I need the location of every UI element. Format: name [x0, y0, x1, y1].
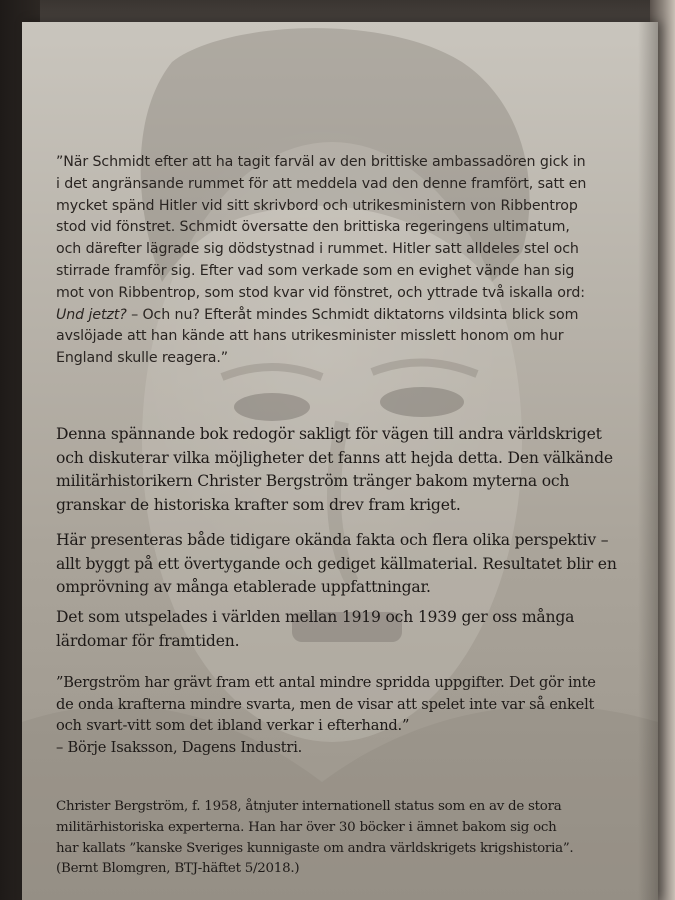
- book-back-cover: [22, 22, 658, 900]
- paragraph-line: Denna spännande bok redogör sakligt för vägen till andra världskriget: [56, 425, 602, 443]
- paragraph-line: granskar de historiska krafter som drev fram kriget.: [56, 495, 461, 514]
- author-bio-line: Christer Bergström, f. 1958, åtnjuter internationell status som en av de stora: [56, 799, 562, 814]
- excerpt-line: [56, 305, 616, 327]
- excerpt-line: mot von Ribbentrop, som stod kvar vid fönstret, och yttrade två iskalla ord:: [56, 284, 585, 301]
- review-line: och svart-vitt som det ibland verkar i efterhand.”: [56, 717, 410, 735]
- description-paragraph-2: [56, 529, 626, 600]
- paragraph-line: Här presenteras både tidigare okända fakta och flera olika perspektiv –: [56, 531, 609, 549]
- review-line: de onda krafterna mindre svarta, men de visar att spelet inte var så enkelt: [56, 695, 595, 713]
- excerpt-line: ”När Schmidt efter att ha tagit farväl av den brittiske ambassadören gick in: [56, 154, 586, 170]
- excerpt-line: i det angränsande rummet för att meddela vad den denne framfört, satt en: [56, 175, 587, 192]
- paragraph-line: Det som utspelades i världen mellan 1919 och 1939 ger oss många: [56, 608, 575, 626]
- excerpt-line: avslöjade att han kände att hans utrikesminister misslett honom om hur: [56, 328, 564, 345]
- excerpt-line: stod vid fönstret. Schmidt översatte den brittiska regeringens ultimatum,: [56, 219, 570, 236]
- author-bio-citation: (Bernt Blomgren, BTJ-häftet 5/2018.): [56, 861, 300, 877]
- cover-right-edge-shadow: [638, 22, 658, 900]
- author-bio-line: militärhistoriska experterna. Han har över 30 böcker i ämnet bakom sig och: [56, 819, 557, 835]
- excerpt-line: och därefter lägrade sig dödstystnad i rummet. Hitler satt alldeles stel och: [56, 241, 579, 258]
- excerpt-quote: [56, 152, 616, 370]
- paragraph-line: allt byggt på ett övertygande och gediget källmaterial. Resultatet blir en: [56, 554, 617, 573]
- paragraph-line: och diskuterar vilka möjligheter det fanns att hejda detta. Den välkände: [56, 448, 613, 467]
- excerpt-italic-phrase: Und jetzt?: [56, 306, 127, 323]
- author-bio: [56, 797, 636, 880]
- review-line: ”Bergström har grävt fram ett antal mindre spridda uppgifter. Det gör inte: [56, 674, 596, 691]
- author-bio-line: har kallats ”kanske Sveriges kunnigaste om andra världskrigets krigshistoria”.: [56, 840, 574, 856]
- review-attribution: – Börje Isaksson, Dagens Industri.: [56, 738, 303, 756]
- paragraph-line: omprövning av många etablerade uppfattningar.: [56, 578, 431, 597]
- paragraph-line: militärhistorikern Christer Bergström tränger bakom myterna och: [56, 472, 570, 491]
- description-paragraph-1: [56, 423, 626, 517]
- excerpt-line: mycket spänd Hitler vid sitt skrivbord och utrikesministern von Ribbentrop: [56, 197, 578, 214]
- description-paragraph-3: [56, 606, 626, 653]
- excerpt-line: England skulle reagera.”: [56, 350, 229, 367]
- review-quote: [56, 672, 626, 758]
- excerpt-line-rest: – Och nu? Efteråt mindes Schmidt diktatorns vildsinta blick som: [126, 306, 579, 323]
- paragraph-line: lärdomar för framtiden.: [56, 631, 240, 650]
- excerpt-line: stirrade framför sig. Efter vad som verkade som en evighet vände han sig: [56, 262, 575, 279]
